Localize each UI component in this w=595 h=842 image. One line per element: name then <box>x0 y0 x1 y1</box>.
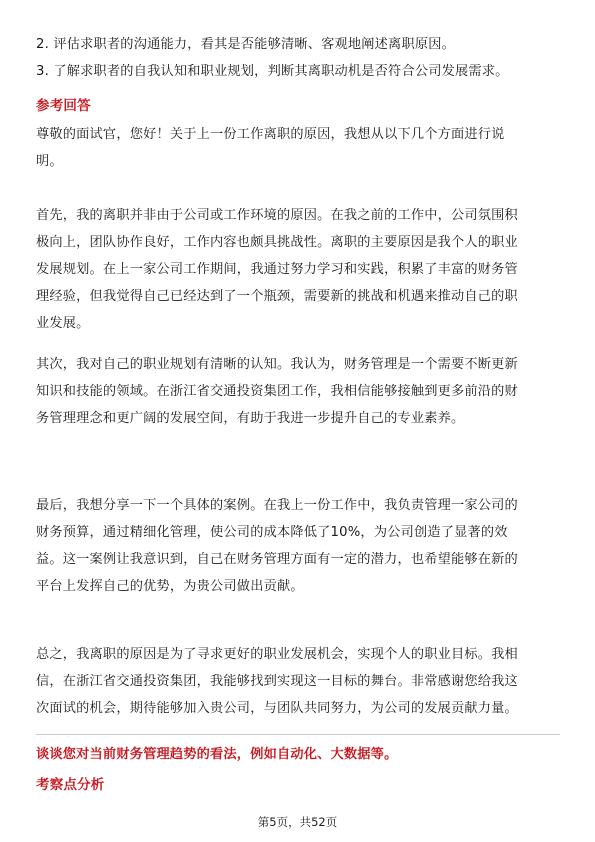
paragraph-line: 益。这一案例让我意识到，自己在财务管理方面有一定的潜力，也希望能够在新的 <box>36 552 518 567</box>
section-divider <box>36 734 560 735</box>
paragraph-line: 财务预算，通过精细化管理，使公司的成本降低了10%，为公司创造了显著的效 <box>36 525 508 540</box>
paragraph-line: 知识和技能的领域。在浙江省交通投资集团工作，我相信能够接触到更多前沿的财 <box>36 384 518 399</box>
paragraph-line: 理经验，但我觉得自己已经达到了一个瓶颈，需要新的挑战和机遇来推动自己的职 <box>36 289 518 304</box>
answer-heading: 参考回答 <box>36 98 91 114</box>
paragraph-line: 最后，我想分享一下一个具体的案例。在我上一份工作中，我负责管理一家公司的 <box>36 498 518 513</box>
paragraph-line: 发展规划。在上一家公司工作期间，我通过努力学习和实践，积累了丰富的财务管 <box>36 262 518 277</box>
page-footer: 第5页，共52页 <box>257 815 338 829</box>
paragraph-line: 其次，我对自己的职业规划有清晰的认知。我认为，财务管理是一个需要不断更新 <box>36 357 518 372</box>
intro-item: 3. 了解求职者的自我认知和职业规划，判断其离职动机是否符合公司发展需求。 <box>36 64 509 79</box>
intro-item: 2. 评估求职者的沟通能力，看其是否能够清晰、客观地阐述离职原因。 <box>36 37 455 52</box>
paragraph-line: 明。 <box>36 154 63 169</box>
paragraph-line: 首先，我的离职并非由于公司或工作环境的原因。在我之前的工作中，公司氛围积 <box>36 208 518 223</box>
paragraph-line: 极向上，团队协作良好，工作内容也颇具挑战性。离职的主要原因是我个人的职业 <box>36 235 518 250</box>
next-question: 谈谈您对当前财务管理趋势的看法，例如自动化、大数据等。 <box>36 747 398 762</box>
paragraph-line: 信，在浙江省交通投资集团，我能够找到实现这一目标的舞台。非常感谢您给我这 <box>36 674 518 689</box>
paragraph-line: 平台上发挥自己的优势，为贵公司做出贡献。 <box>36 579 304 594</box>
paragraph-line: 业发展。 <box>36 316 90 331</box>
paragraph-line: 尊敬的面试官，您好！关于上一份工作离职的原因，我想从以下几个方面进行说 <box>36 127 505 142</box>
analysis-heading: 考察点分析 <box>36 777 105 793</box>
paragraph-line: 总之，我离职的原因是为了寻求更好的职业发展机会，实现个人的职业目标。我相 <box>36 647 518 662</box>
paragraph-line: 次面试的机会，期待能够加入贵公司，与团队共同努力，为公司的发展贡献力量。 <box>36 701 518 716</box>
paragraph-line: 务管理理念和更广阔的发展空间，有助于我进一步提升自己的专业素养。 <box>36 411 465 426</box>
